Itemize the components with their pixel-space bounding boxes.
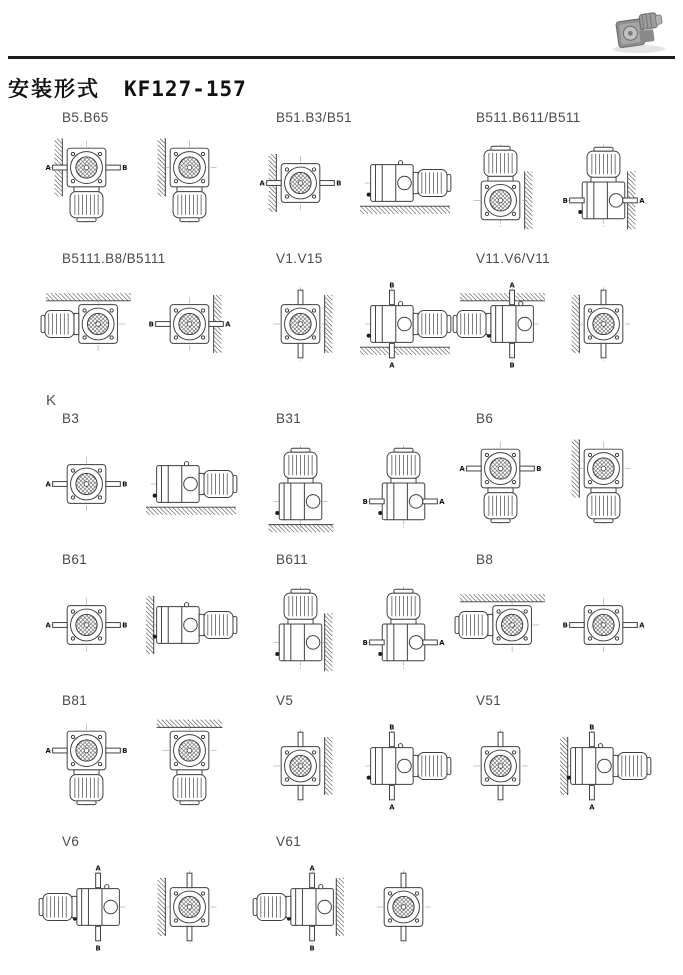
mounting-figure-views <box>252 849 452 965</box>
gearmotor-photo <box>609 5 669 55</box>
mounting-figure-views <box>252 426 452 542</box>
svg-text:A: A <box>45 746 51 755</box>
svg-text:B: B <box>148 320 154 329</box>
mounting-view <box>252 708 349 824</box>
svg-text:B: B <box>389 281 395 290</box>
mounting-figure <box>452 110 666 241</box>
gearmotor-photo-image <box>609 5 669 55</box>
mounting-view <box>555 266 652 382</box>
svg-text:B: B <box>122 163 128 172</box>
mounting-figure <box>452 693 666 824</box>
mounting-figure-views <box>38 708 252 824</box>
mounting-view <box>355 849 452 965</box>
mounting-figure-label: B81 <box>62 693 88 708</box>
mounting-figure <box>452 251 666 382</box>
mounting-figure-label: B51.B3/B51 <box>276 110 353 125</box>
mounting-figure <box>38 693 252 824</box>
svg-text:B: B <box>562 196 568 205</box>
mounting-view <box>141 708 238 824</box>
mounting-figure-label: B6 <box>476 411 494 426</box>
mounting-figure <box>252 552 452 683</box>
svg-text:A: A <box>45 480 51 489</box>
mounting-view <box>252 125 349 241</box>
mounting-figure-label: V6 <box>62 834 80 849</box>
mounting-figure-views <box>38 266 252 382</box>
svg-text:B: B <box>509 361 515 370</box>
mounting-figure-views <box>452 708 666 824</box>
mounting-figure-label: B611 <box>276 552 309 567</box>
mounting-view <box>355 125 452 241</box>
svg-text:B: B <box>309 944 315 953</box>
mounting-view <box>452 567 549 683</box>
svg-text:A: A <box>439 638 445 647</box>
mounting-view <box>555 426 652 542</box>
svg-text:B: B <box>562 621 568 630</box>
mounting-view <box>252 426 349 542</box>
mounting-figure <box>252 834 452 965</box>
mounting-figure-views <box>452 125 666 241</box>
svg-text:A: A <box>439 497 445 506</box>
mounting-view <box>38 567 135 683</box>
svg-text:A: A <box>45 621 51 630</box>
svg-text:B: B <box>362 497 368 506</box>
mounting-view <box>355 708 452 824</box>
svg-text:A: A <box>225 320 231 329</box>
mounting-figure-label: V5 <box>276 693 294 708</box>
mounting-figure-views <box>252 125 452 241</box>
mounting-view <box>555 125 652 241</box>
mounting-figure <box>252 411 452 542</box>
svg-text:B: B <box>122 480 128 489</box>
mounting-view <box>38 426 135 542</box>
svg-text:A: A <box>639 621 645 630</box>
mounting-figure-views <box>38 567 252 683</box>
svg-text:A: A <box>309 864 315 873</box>
mounting-view <box>452 266 549 382</box>
page-title <box>8 73 247 103</box>
mounting-view <box>355 266 452 382</box>
svg-text:A: A <box>389 803 395 812</box>
mounting-figure <box>452 552 666 683</box>
mounting-figure-label: V51 <box>476 693 502 708</box>
page-title-chinese: 安装形式 <box>8 78 100 102</box>
svg-text:B: B <box>389 723 395 732</box>
mounting-view <box>452 125 549 241</box>
mounting-view <box>141 125 238 241</box>
mounting-figure-label: B61 <box>62 552 88 567</box>
series-section-label: K <box>46 392 57 409</box>
page-title-model-code: KF127-157 <box>124 77 247 102</box>
mounting-view <box>452 426 549 542</box>
mounting-view <box>252 266 349 382</box>
mounting-figure-views <box>452 567 666 683</box>
mounting-figure-views <box>38 125 252 241</box>
svg-text:A: A <box>389 361 395 370</box>
mounting-figure-views <box>252 708 452 824</box>
mounting-figure <box>252 110 452 241</box>
mounting-figure-label: B31 <box>276 411 302 426</box>
mounting-figure-views <box>252 567 452 683</box>
mounting-figure-label: V11.V6/V11 <box>476 251 551 266</box>
mounting-view <box>555 567 652 683</box>
header-rule <box>8 56 675 59</box>
mounting-view <box>38 708 135 824</box>
mounting-figure-label: V61 <box>276 834 302 849</box>
mounting-figure-views <box>38 849 252 965</box>
mounting-view <box>38 125 135 241</box>
mounting-figure <box>38 251 252 382</box>
mounting-view <box>141 426 238 542</box>
mounting-view <box>252 849 349 965</box>
svg-text:B: B <box>362 638 368 647</box>
svg-text:A: A <box>509 281 515 290</box>
mounting-figure-label: B5111.B8/B5111 <box>62 251 166 266</box>
svg-text:A: A <box>639 196 645 205</box>
mounting-figure-views <box>252 266 452 382</box>
svg-text:B: B <box>122 621 128 630</box>
mounting-view <box>141 567 238 683</box>
svg-text:A: A <box>589 803 595 812</box>
mounting-view <box>252 567 349 683</box>
svg-text:B: B <box>589 723 595 732</box>
mounting-figure <box>38 552 252 683</box>
mounting-view <box>141 849 238 965</box>
svg-text:B: B <box>536 464 542 473</box>
svg-text:A: A <box>259 179 265 188</box>
mounting-figure-views <box>452 266 666 382</box>
mounting-view <box>38 266 135 382</box>
mounting-figure <box>452 411 666 542</box>
mounting-figure <box>38 411 252 542</box>
mounting-view <box>355 426 452 542</box>
svg-text:B: B <box>122 746 128 755</box>
mounting-figure-label: B8 <box>476 552 494 567</box>
mounting-figure-label: B5.B65 <box>62 110 109 125</box>
svg-text:B: B <box>95 944 101 953</box>
mounting-figure-grid <box>38 110 666 975</box>
mounting-figure <box>252 251 452 382</box>
mounting-view <box>452 708 549 824</box>
mounting-figure-views <box>452 426 666 542</box>
svg-text:A: A <box>95 864 101 873</box>
mounting-figure-label: V1.V15 <box>276 251 323 266</box>
mounting-figure <box>252 693 452 824</box>
mounting-figure <box>38 834 252 965</box>
svg-text:A: A <box>45 163 51 172</box>
mounting-view <box>555 708 652 824</box>
mounting-figure-label: B3 <box>62 411 80 426</box>
svg-text:B: B <box>336 179 342 188</box>
mounting-view <box>38 849 135 965</box>
mounting-view <box>141 266 238 382</box>
mounting-figure-label: B511.B611/B511 <box>476 110 581 125</box>
mounting-view <box>355 567 452 683</box>
mounting-figure-views <box>38 426 252 542</box>
svg-text:A: A <box>459 464 465 473</box>
mounting-figure <box>38 110 252 241</box>
